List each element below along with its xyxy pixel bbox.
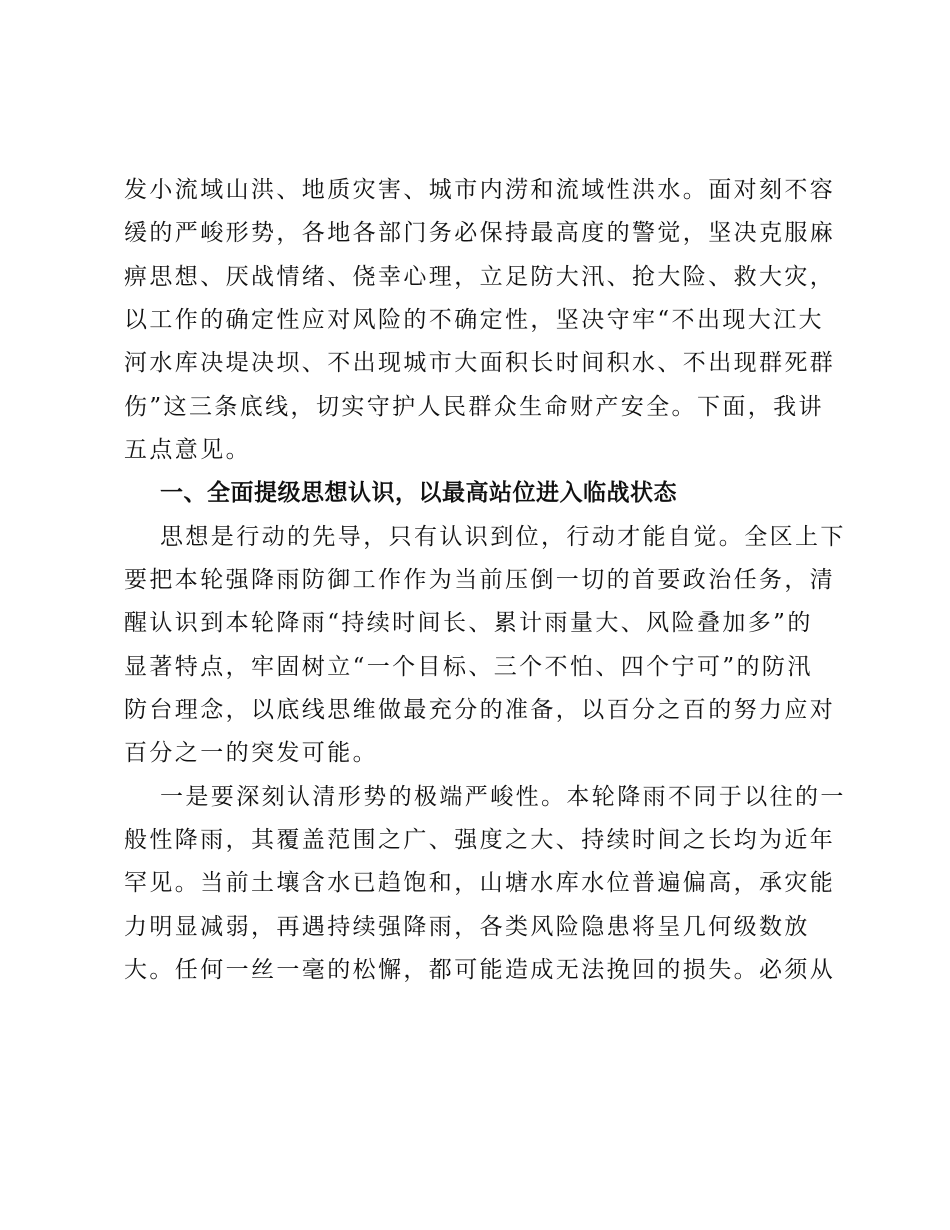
paragraph-line: 发小流域山洪、地质灾害、城市内涝和流域性洪水。面对刻不容 <box>124 177 836 203</box>
paragraph-line: 一是要深刻认清形势的极端严峻性。本轮降雨不同于以往的一 <box>160 784 846 810</box>
paragraph-line: 力明显减弱，再遇持续强降雨，各类风险隐患将呈几何级数放 <box>124 914 810 940</box>
paragraph-line: 缓的严峻形势，各地各部门务必保持最高度的警觉，坚决克服麻 <box>124 220 836 246</box>
paragraph-line: 河水库决堤决坝、不出现城市大面积长时间积水、不出现群死群 <box>124 350 836 376</box>
paragraph-line: 醒认识到本轮降雨“持续时间长、累计雨量大、风险叠加多”的 <box>124 610 813 636</box>
paragraph-line: 五点意见。 <box>124 437 251 463</box>
paragraph-line: 大。任何一丝一毫的松懈，都可能造成无法挽回的损失。必须从 <box>124 957 836 983</box>
paragraph-line: 以工作的确定性应对风险的不确定性，坚决守牢“不出现大江大 <box>124 307 824 333</box>
paragraph-line: 防台理念，以底线思维做最充分的准备，以百分之百的努力应对 <box>124 697 836 723</box>
paragraph-line: 显著特点，牢固树立“一个目标、三个不怕、四个宁可”的防汛 <box>124 654 813 680</box>
paragraph-line: 百分之一的突发可能。 <box>124 740 378 766</box>
paragraph-line: 思想是行动的先导，只有认识到位，行动才能自觉。全区上下 <box>160 524 846 550</box>
paragraph-line: 要把本轮强降雨防御工作作为当前压倒一切的首要政治任务，清 <box>124 567 836 593</box>
paragraph-line: 痹思想、厌战情绪、侥幸心理，立足防大汛、抢大险、救大灾， <box>124 264 836 290</box>
paragraph-line: 般性降雨，其覆盖范围之广、强度之大、持续时间之长均为近年 <box>124 827 836 853</box>
section-heading: 一、全面提级思想认识，以最高站位进入临战状态 <box>160 480 677 506</box>
paragraph-line: 罕见。当前土壤含水已趋饱和，山塘水库水位普遍偏高，承灾能 <box>124 870 836 896</box>
paragraph-line: 伤”这三条底线，切实守护人民群众生命财产安全。下面，我讲 <box>124 394 824 420</box>
